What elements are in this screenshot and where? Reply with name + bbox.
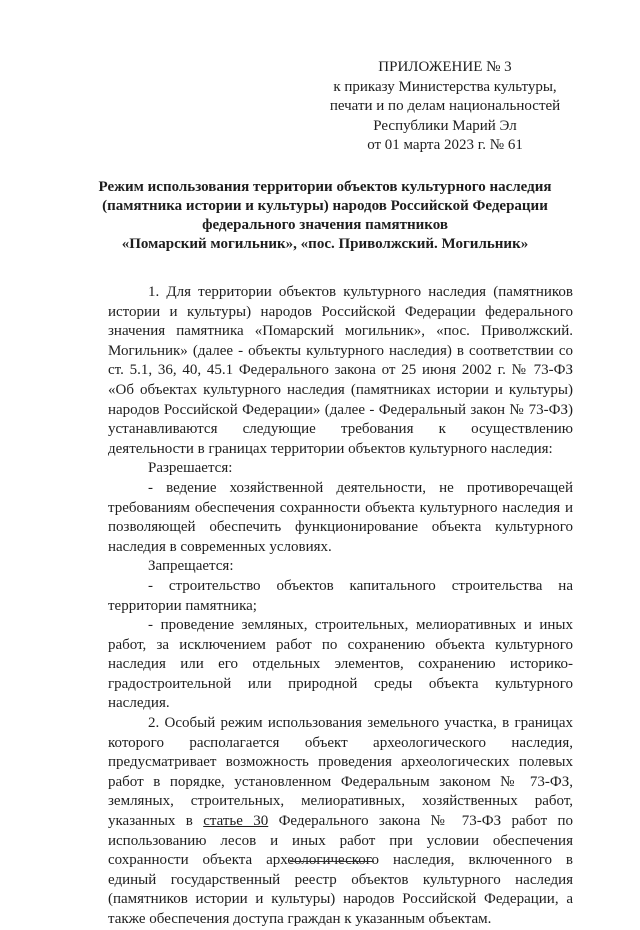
appendix-header [300,58,590,156]
appendix-date: от 01 марта 2023 г. № 61 [367,137,523,153]
document-title [80,178,570,254]
appendix-order-ref: к приказу Министерства культуры, [333,78,557,95]
forbidden-item-1: - строительство объектов капитального строительства на территории памятника; [108,577,573,614]
forbidden-item-2: - проведение земляных, строительных, мелиоративных и иных работ, за исключением работ по сохранению объекта культурного наследия или его отдельных элементов, сохранению историко-градостроительной или природной среды объекта культурного наследия. [108,617,573,712]
closing-rule [290,861,374,862]
title-line-1: Режим использования территории объектов культурного наследия [98,179,552,195]
forbidden-heading: Запрещается: [148,558,234,575]
appendix-ministry: печати и по делам национальностей [329,98,561,114]
title-line-2: (памятника истории и культуры) народов Российской Федерации [102,198,548,214]
paragraph-1: 1. Для территории объектов культурного наследия (памятников истории и культуры) народов Российской Федерации федерального значения памятника «Помарский могильник», «пос. Приволжский. Могильник» (далее - объекты культурного наследия) в соответствии со ст. 5.1, 36, 40, 45.1 Федерального закона от 25 июня 2002 г. № 73-ФЗ «Об объектах культурного наследия (памятниках истории и культуры) народов Российской Федерации» (далее - Федеральный закон № 73-ФЗ) устанавливаются следующие требования к осуществлению деятельности в границах территории объектов культурного наследия: [108,284,573,457]
paragraph-2 [108,714,573,930]
appendix-republic: Республики Марий Эл [373,117,517,134]
allowed-heading: Разрешается: [148,460,233,477]
document-body [108,283,573,930]
appendix-number: ПРИЛОЖЕНИЕ № 3 [378,59,512,75]
allowed-item: - ведение хозяйственной деятельности, не противоречащей требованиям обеспечения сохранности объекта культурного наследия и позволяющей обеспечить функционирование объекта культурного наследия в современных условиях. [108,479,573,555]
title-line-4: «Помарский могильник», «пос. Приволжский. Могильник» [121,236,529,252]
paragraph-2-end: Федерального закона № 73-ФЗ работ по использованию лесов и иных работ при условии обеспечения сохранности объекта археологического наследия, включенного в единый государственный реестр объектов культурного наследия (памятников истории и культуры) народов Российской Федерации, а также обеспечения доступа граждан к указанным объектам. [108,813,573,927]
paragraph-2-start: 2. Особый режим использования земельного участка, в границах которого располагается объект археологического наследия, предусматривает возможность проведения археологических полевых работ в порядке, установленном Федеральным законом № 73-ФЗ, земляных, строительных, мелиоративных, хозяйственных работ, указанных в [108,715,573,830]
article-30-link[interactable]: статье 30 [203,813,269,830]
title-line-3: федерального значения памятников [202,217,448,233]
